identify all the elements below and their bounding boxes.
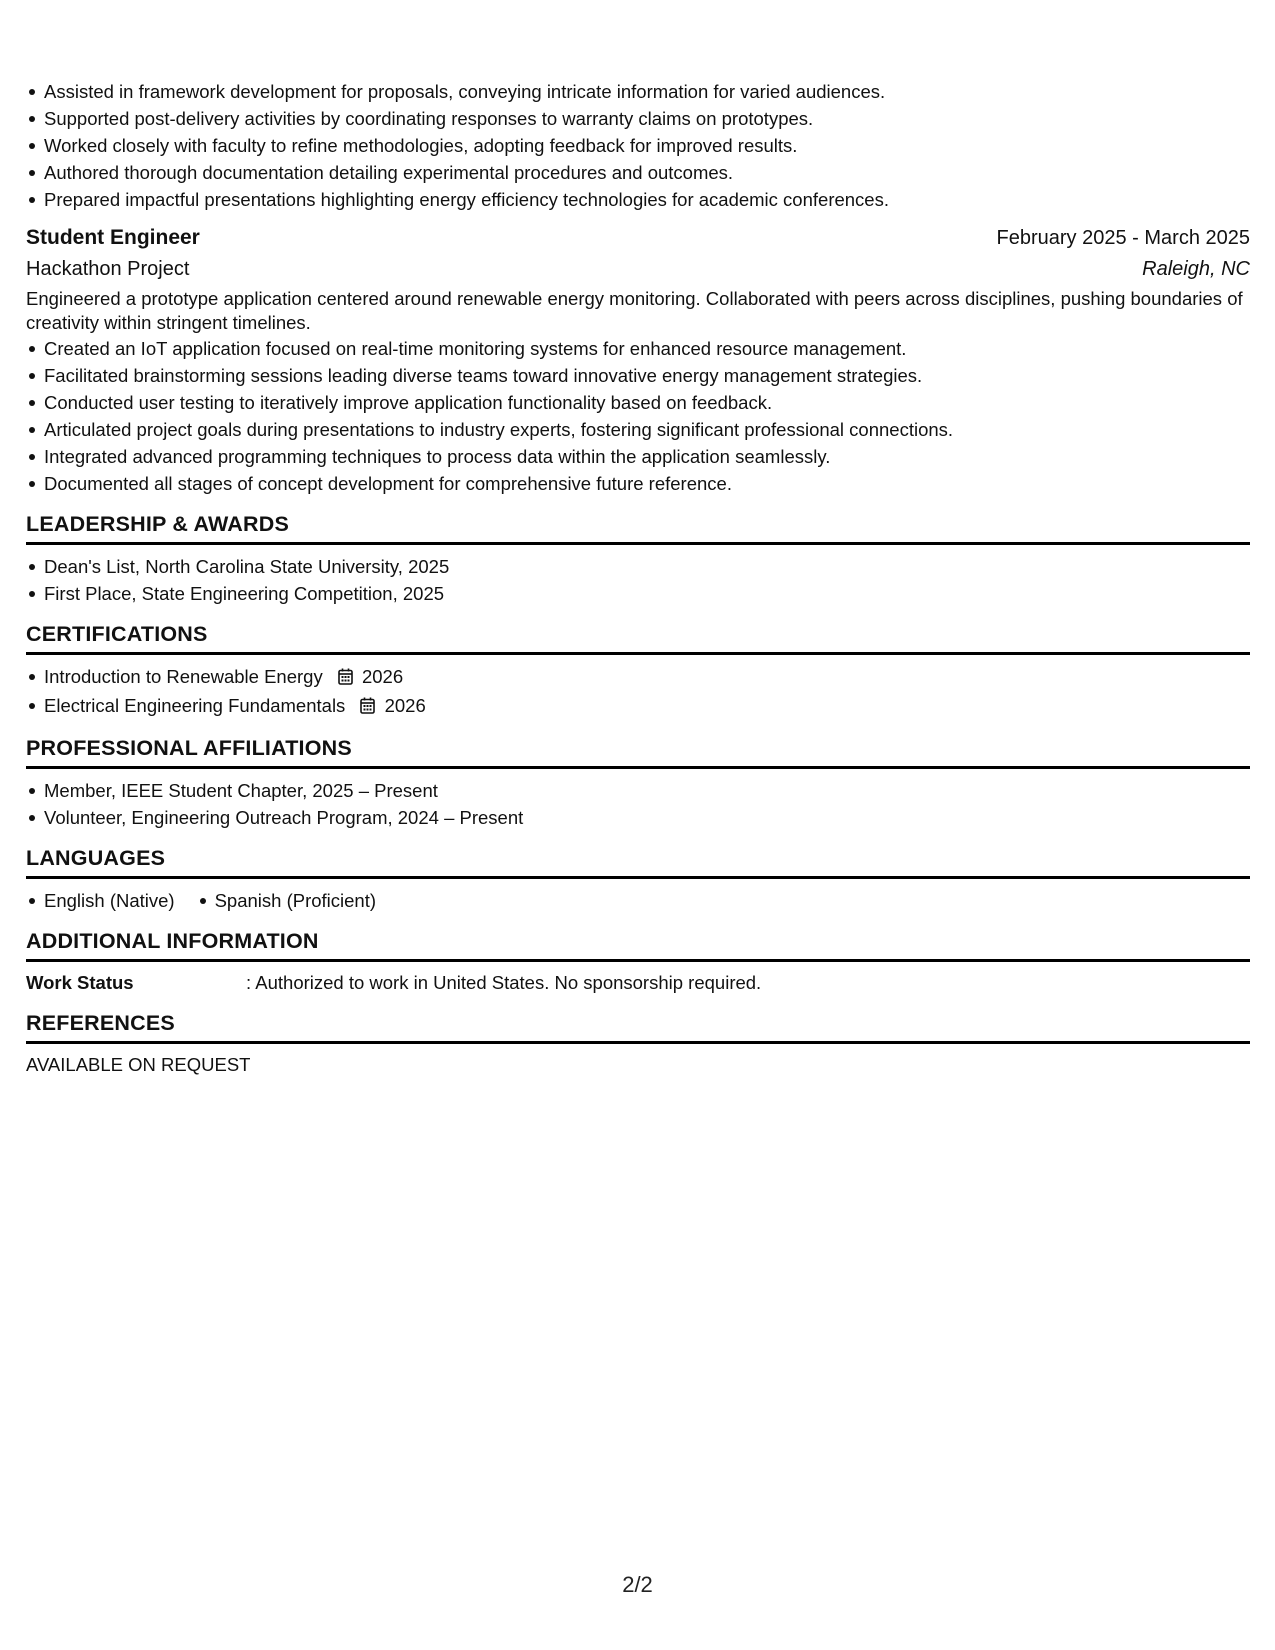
list-item: Assisted in framework development for proposals, conveying intricate information for varied audiences. — [44, 78, 1250, 105]
job-entry — [26, 223, 1250, 497]
work-status-value: : Authorized to work in United States. No sponsorship required. — [246, 972, 762, 993]
section-title-languages: LANGUAGES — [26, 845, 1250, 879]
list-item: First Place, State Engineering Competition, 2025 — [44, 580, 1250, 607]
work-status-row — [26, 970, 1250, 996]
section-title-additional-information: ADDITIONAL INFORMATION — [26, 928, 1250, 962]
job-dates: February 2025 - March 2025 — [996, 227, 1250, 249]
calendar-icon — [338, 665, 353, 692]
section-title-leadership: LEADERSHIP & AWARDS — [26, 511, 1250, 545]
prev-job-bullets — [26, 78, 1250, 213]
section-title-affiliations: PROFESSIONAL AFFILIATIONS — [26, 735, 1250, 769]
list-item: Articulated project goals during presentations to industry experts, fostering significant professional connections. — [44, 416, 1250, 443]
calendar-icon — [360, 694, 375, 721]
list-item — [44, 663, 1250, 692]
affiliations-list — [26, 777, 1250, 831]
page-number: 2/2 — [622, 1572, 653, 1597]
list-item — [44, 692, 1250, 721]
list-item: Dean's List, North Carolina State University, 2025 — [44, 553, 1250, 580]
list-item: Created an IoT application focused on real-time monitoring systems for enhanced resource management. — [44, 335, 1250, 362]
leadership-list — [26, 553, 1250, 607]
certification-year: 2026 — [361, 666, 404, 687]
list-item: Conducted user testing to iteratively improve application functionality based on feedback. — [44, 389, 1250, 416]
list-item: Integrated advanced programming techniques to process data within the application seamlessly. — [44, 443, 1250, 470]
job-title: Student Engineer — [26, 226, 200, 249]
list-item: Supported post-delivery activities by coordinating responses to warranty claims on prototypes. — [44, 105, 1250, 132]
job-organization: Hackathon Project — [26, 258, 190, 280]
job-bullets — [26, 335, 1250, 497]
list-item: Worked closely with faculty to refine methodologies, adopting feedback for improved results. — [44, 132, 1250, 159]
section-title-certifications: CERTIFICATIONS — [26, 621, 1250, 655]
certification-name: Electrical Engineering Fundamentals — [44, 695, 346, 716]
list-item: Documented all stages of concept development for comprehensive future reference. — [44, 470, 1250, 497]
references-text: AVAILABLE ON REQUEST — [26, 1054, 251, 1075]
list-item: Prepared impactful presentations highlighting energy efficiency technologies for academic conferences. — [44, 186, 1250, 213]
job-location: Raleigh, NC — [1142, 258, 1250, 280]
certification-name: Introduction to Renewable Energy — [44, 666, 323, 687]
list-item: Facilitated brainstorming sessions leading diverse teams toward innovative energy management strategies. — [44, 362, 1250, 389]
list-item: Volunteer, Engineering Outreach Program, 2024 – Present — [44, 804, 1250, 831]
languages-list — [26, 887, 1250, 914]
list-item: Spanish (Proficient) — [215, 887, 376, 914]
certification-year: 2026 — [384, 695, 426, 716]
section-title-references: REFERENCES — [26, 1010, 1250, 1044]
job-summary: Engineered a prototype application centered around renewable energy monitoring. Collaborated with peers across disciplines, pushing boundaries of creativity within stringent timelines. — [26, 288, 1243, 333]
resume-page — [26, 78, 1250, 1078]
work-status-label: Work Status — [26, 972, 134, 993]
list-item: English (Native) — [44, 887, 175, 914]
list-item: Member, IEEE Student Chapter, 2025 – Present — [44, 777, 1250, 804]
certifications-list — [26, 663, 1250, 721]
list-item: Authored thorough documentation detailing experimental procedures and outcomes. — [44, 159, 1250, 186]
